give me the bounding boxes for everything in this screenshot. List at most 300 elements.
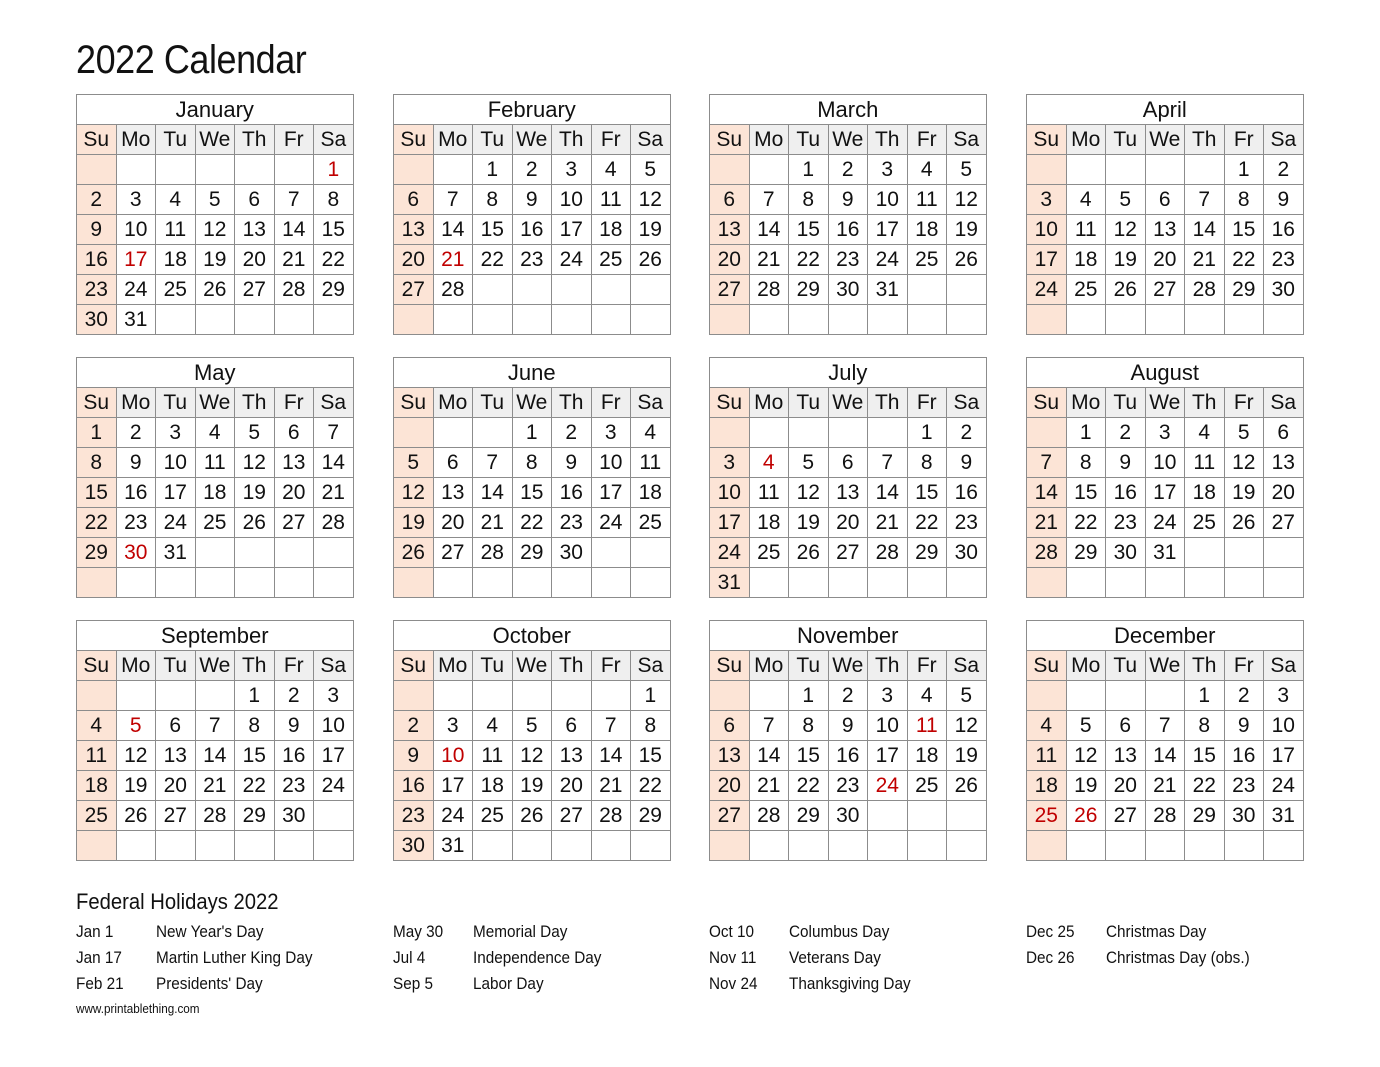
- empty-cell: [195, 538, 235, 568]
- day-cell: 22: [1224, 245, 1264, 275]
- empty-cell: [433, 155, 473, 185]
- empty-cell: [1027, 418, 1067, 448]
- empty-cell: [1264, 831, 1304, 861]
- day-cell: 22: [314, 245, 354, 275]
- day-cell: 15: [789, 215, 829, 245]
- day-cell: 17: [1027, 245, 1067, 275]
- day-cell: 9: [394, 741, 434, 771]
- day-cell: 25: [631, 508, 671, 538]
- day-cell: 12: [116, 741, 156, 771]
- month-name: November: [710, 621, 987, 651]
- day-cell: 27: [1106, 801, 1146, 831]
- weekday-label: Fr: [907, 651, 947, 681]
- weekday-label: Sa: [314, 125, 354, 155]
- day-cell: 10: [116, 215, 156, 245]
- holiday-date: Nov 24: [709, 974, 758, 993]
- empty-cell: [1066, 568, 1106, 598]
- day-cell: 15: [631, 741, 671, 771]
- day-cell: 14: [749, 741, 789, 771]
- day-cell: 2: [1106, 418, 1146, 448]
- day-cell: 28: [1185, 275, 1225, 305]
- day-cell: 19: [1106, 245, 1146, 275]
- weekday-label: Tu: [473, 388, 513, 418]
- day-cell: 5: [631, 155, 671, 185]
- day-cell: 5: [512, 711, 552, 741]
- empty-cell: [868, 801, 908, 831]
- day-cell: 25: [907, 771, 947, 801]
- day-cell: 1: [512, 418, 552, 448]
- empty-cell: [195, 831, 235, 861]
- day-cell: 22: [235, 771, 275, 801]
- empty-cell: [473, 831, 513, 861]
- day-cell: 26: [1066, 801, 1106, 831]
- day-cell: 23: [116, 508, 156, 538]
- empty-cell: [591, 681, 631, 711]
- empty-cell: [473, 418, 513, 448]
- day-cell: 29: [512, 538, 552, 568]
- day-cell: 19: [116, 771, 156, 801]
- day-cell: 2: [552, 418, 592, 448]
- empty-cell: [789, 305, 829, 335]
- day-cell: 8: [473, 185, 513, 215]
- day-cell: 17: [1264, 741, 1304, 771]
- weekday-label: We: [512, 125, 552, 155]
- day-cell: 3: [1145, 418, 1185, 448]
- weekday-label: Th: [235, 651, 275, 681]
- day-cell: 12: [631, 185, 671, 215]
- day-cell: 30: [1106, 538, 1146, 568]
- holiday-name: Martin Luther King Day: [156, 948, 313, 967]
- day-cell: 1: [314, 155, 354, 185]
- day-cell: 1: [473, 155, 513, 185]
- empty-cell: [473, 275, 513, 305]
- day-cell: 10: [868, 185, 908, 215]
- day-cell: 12: [235, 448, 275, 478]
- weekday-label: Su: [1027, 651, 1067, 681]
- empty-cell: [235, 305, 275, 335]
- empty-cell: [1027, 155, 1067, 185]
- day-cell: 19: [1224, 478, 1264, 508]
- day-cell: 13: [394, 215, 434, 245]
- day-cell: 21: [749, 245, 789, 275]
- holidays-title: Federal Holidays 2022: [76, 889, 279, 914]
- day-cell: 21: [314, 478, 354, 508]
- empty-cell: [868, 418, 908, 448]
- day-cell: 8: [789, 185, 829, 215]
- day-cell: 30: [947, 538, 987, 568]
- empty-cell: [552, 305, 592, 335]
- day-cell: 27: [433, 538, 473, 568]
- day-cell: 7: [868, 448, 908, 478]
- day-cell: 4: [631, 418, 671, 448]
- month-december: [1026, 620, 1304, 861]
- empty-cell: [947, 801, 987, 831]
- day-cell: 16: [552, 478, 592, 508]
- day-cell: 23: [552, 508, 592, 538]
- day-cell: 1: [235, 681, 275, 711]
- day-cell: 15: [1185, 741, 1225, 771]
- weekday-label: Mo: [1066, 651, 1106, 681]
- day-cell: 26: [512, 801, 552, 831]
- empty-cell: [1145, 155, 1185, 185]
- day-cell: 24: [591, 508, 631, 538]
- day-cell: 13: [433, 478, 473, 508]
- weekday-label: Fr: [591, 388, 631, 418]
- empty-cell: [195, 155, 235, 185]
- day-cell: 16: [828, 741, 868, 771]
- day-cell: 24: [710, 538, 750, 568]
- day-cell: 28: [314, 508, 354, 538]
- empty-cell: [1027, 681, 1067, 711]
- day-cell: 3: [552, 155, 592, 185]
- day-cell: 21: [591, 771, 631, 801]
- weekday-label: Sa: [947, 125, 987, 155]
- weekday-label: Tu: [1106, 651, 1146, 681]
- empty-cell: [1066, 681, 1106, 711]
- day-cell: 29: [1185, 801, 1225, 831]
- day-cell: 10: [710, 478, 750, 508]
- empty-cell: [1145, 305, 1185, 335]
- day-cell: 12: [512, 741, 552, 771]
- weekday-label: Mo: [116, 651, 156, 681]
- weekday-label: Su: [77, 388, 117, 418]
- day-cell: 16: [116, 478, 156, 508]
- day-cell: 13: [1264, 448, 1304, 478]
- weekday-label: Tu: [156, 125, 196, 155]
- day-cell: 13: [552, 741, 592, 771]
- weekday-label: Tu: [473, 125, 513, 155]
- empty-cell: [947, 305, 987, 335]
- day-cell: 7: [1185, 185, 1225, 215]
- day-cell: 13: [1106, 741, 1146, 771]
- day-cell: 7: [1145, 711, 1185, 741]
- empty-cell: [710, 418, 750, 448]
- empty-cell: [77, 681, 117, 711]
- month-name: January: [77, 95, 354, 125]
- holiday-date: Sep 5: [393, 974, 433, 993]
- day-cell: 4: [77, 711, 117, 741]
- empty-cell: [749, 305, 789, 335]
- empty-cell: [156, 568, 196, 598]
- holiday-date: Feb 21: [76, 974, 124, 993]
- day-cell: 7: [591, 711, 631, 741]
- day-cell: 25: [195, 508, 235, 538]
- day-cell: 4: [1066, 185, 1106, 215]
- day-cell: 26: [235, 508, 275, 538]
- day-cell: 10: [868, 711, 908, 741]
- day-cell: 15: [512, 478, 552, 508]
- day-cell: 1: [1185, 681, 1225, 711]
- weekday-label: We: [1145, 388, 1185, 418]
- holiday-name: Labor Day: [473, 974, 544, 993]
- month-october: [393, 620, 671, 861]
- weekday-label: Th: [868, 388, 908, 418]
- day-cell: 28: [749, 275, 789, 305]
- day-cell: 6: [1106, 711, 1146, 741]
- empty-cell: [868, 568, 908, 598]
- day-cell: 12: [394, 478, 434, 508]
- day-cell: 30: [1224, 801, 1264, 831]
- empty-cell: [907, 305, 947, 335]
- day-cell: 17: [314, 741, 354, 771]
- empty-cell: [591, 305, 631, 335]
- day-cell: 24: [552, 245, 592, 275]
- day-cell: 27: [235, 275, 275, 305]
- day-cell: 30: [394, 831, 434, 861]
- empty-cell: [631, 275, 671, 305]
- day-cell: 24: [433, 801, 473, 831]
- day-cell: 20: [394, 245, 434, 275]
- empty-cell: [552, 568, 592, 598]
- holiday-date: Nov 11: [709, 948, 757, 967]
- empty-cell: [1185, 568, 1225, 598]
- day-cell: 10: [591, 448, 631, 478]
- day-cell: 5: [235, 418, 275, 448]
- weekday-label: Su: [77, 651, 117, 681]
- day-cell: 4: [1185, 418, 1225, 448]
- day-cell: 14: [314, 448, 354, 478]
- day-cell: 20: [235, 245, 275, 275]
- day-cell: 12: [1106, 215, 1146, 245]
- empty-cell: [947, 831, 987, 861]
- empty-cell: [473, 681, 513, 711]
- empty-cell: [1066, 831, 1106, 861]
- website-url: www.printablething.com: [76, 1001, 200, 1016]
- day-cell: 25: [749, 538, 789, 568]
- day-cell: 30: [274, 801, 314, 831]
- holiday-date: Jan 17: [76, 948, 122, 967]
- day-cell: 14: [1145, 741, 1185, 771]
- day-cell: 26: [947, 771, 987, 801]
- day-cell: 13: [235, 215, 275, 245]
- day-cell: 11: [1027, 741, 1067, 771]
- empty-cell: [394, 568, 434, 598]
- day-cell: 27: [828, 538, 868, 568]
- day-cell: 2: [116, 418, 156, 448]
- holiday-date: May 30: [393, 922, 444, 941]
- day-cell: 13: [274, 448, 314, 478]
- day-cell: 15: [789, 741, 829, 771]
- day-cell: 13: [828, 478, 868, 508]
- empty-cell: [314, 831, 354, 861]
- weekday-label: Mo: [116, 125, 156, 155]
- day-cell: 27: [274, 508, 314, 538]
- weekday-label: Th: [868, 651, 908, 681]
- empty-cell: [274, 568, 314, 598]
- day-cell: 4: [907, 681, 947, 711]
- day-cell: 3: [156, 418, 196, 448]
- day-cell: 13: [710, 215, 750, 245]
- month-name: August: [1027, 358, 1304, 388]
- day-cell: 26: [789, 538, 829, 568]
- day-cell: 30: [828, 801, 868, 831]
- day-cell: 22: [512, 508, 552, 538]
- day-cell: 27: [552, 801, 592, 831]
- day-cell: 17: [156, 478, 196, 508]
- day-cell: 28: [749, 801, 789, 831]
- day-cell: 3: [314, 681, 354, 711]
- day-cell: 22: [473, 245, 513, 275]
- day-cell: 13: [1145, 215, 1185, 245]
- day-cell: 2: [274, 681, 314, 711]
- weekday-label: Su: [394, 651, 434, 681]
- day-cell: 18: [591, 215, 631, 245]
- day-cell: 17: [710, 508, 750, 538]
- weekday-label: Mo: [749, 125, 789, 155]
- day-cell: 17: [1145, 478, 1185, 508]
- empty-cell: [274, 305, 314, 335]
- day-cell: 4: [473, 711, 513, 741]
- empty-cell: [552, 831, 592, 861]
- weekday-label: Sa: [314, 651, 354, 681]
- day-cell: 24: [1264, 771, 1304, 801]
- weekday-label: Th: [235, 388, 275, 418]
- day-cell: 17: [591, 478, 631, 508]
- day-cell: 28: [433, 275, 473, 305]
- day-cell: 29: [235, 801, 275, 831]
- weekday-label: We: [1145, 651, 1185, 681]
- day-cell: 16: [512, 215, 552, 245]
- day-cell: 25: [907, 245, 947, 275]
- day-cell: 14: [473, 478, 513, 508]
- weekday-label: Fr: [274, 125, 314, 155]
- day-cell: 4: [749, 448, 789, 478]
- day-cell: 12: [1066, 741, 1106, 771]
- empty-cell: [1185, 538, 1225, 568]
- empty-cell: [394, 418, 434, 448]
- day-cell: 10: [1145, 448, 1185, 478]
- weekday-label: We: [828, 125, 868, 155]
- empty-cell: [828, 568, 868, 598]
- month-february: [393, 94, 671, 335]
- month-january: [76, 94, 354, 335]
- day-cell: 6: [828, 448, 868, 478]
- month-name: March: [710, 95, 987, 125]
- empty-cell: [1027, 305, 1067, 335]
- day-cell: 6: [552, 711, 592, 741]
- empty-cell: [473, 568, 513, 598]
- weekday-label: Th: [552, 388, 592, 418]
- empty-cell: [552, 681, 592, 711]
- day-cell: 26: [116, 801, 156, 831]
- day-cell: 19: [235, 478, 275, 508]
- day-cell: 23: [274, 771, 314, 801]
- weekday-label: Fr: [274, 388, 314, 418]
- day-cell: 12: [789, 478, 829, 508]
- day-cell: 15: [1224, 215, 1264, 245]
- day-cell: 25: [591, 245, 631, 275]
- empty-cell: [274, 538, 314, 568]
- day-cell: 24: [314, 771, 354, 801]
- month-name: September: [77, 621, 354, 651]
- holiday-name: New Year's Day: [156, 922, 264, 941]
- weekday-label: Sa: [1264, 125, 1304, 155]
- day-cell: 11: [195, 448, 235, 478]
- day-cell: 29: [1066, 538, 1106, 568]
- empty-cell: [116, 831, 156, 861]
- weekday-label: Fr: [1224, 125, 1264, 155]
- holiday-date: Dec 26: [1026, 948, 1075, 967]
- day-cell: 23: [1224, 771, 1264, 801]
- day-cell: 8: [77, 448, 117, 478]
- day-cell: 15: [473, 215, 513, 245]
- day-cell: 6: [710, 185, 750, 215]
- empty-cell: [789, 418, 829, 448]
- day-cell: 3: [868, 155, 908, 185]
- empty-cell: [1106, 305, 1146, 335]
- weekday-label: We: [828, 651, 868, 681]
- day-cell: 15: [77, 478, 117, 508]
- day-cell: 31: [156, 538, 196, 568]
- day-cell: 30: [552, 538, 592, 568]
- day-cell: 18: [77, 771, 117, 801]
- day-cell: 3: [116, 185, 156, 215]
- day-cell: 26: [947, 245, 987, 275]
- day-cell: 21: [1185, 245, 1225, 275]
- day-cell: 22: [1066, 508, 1106, 538]
- empty-cell: [314, 568, 354, 598]
- empty-cell: [116, 681, 156, 711]
- day-cell: 19: [1066, 771, 1106, 801]
- day-cell: 6: [156, 711, 196, 741]
- day-cell: 2: [828, 681, 868, 711]
- day-cell: 29: [789, 801, 829, 831]
- empty-cell: [433, 681, 473, 711]
- empty-cell: [947, 568, 987, 598]
- month-may: [76, 357, 354, 598]
- empty-cell: [156, 305, 196, 335]
- day-cell: 25: [77, 801, 117, 831]
- day-cell: 7: [195, 711, 235, 741]
- day-cell: 1: [907, 418, 947, 448]
- day-cell: 23: [512, 245, 552, 275]
- month-name: February: [394, 95, 671, 125]
- day-cell: 9: [1264, 185, 1304, 215]
- day-cell: 23: [77, 275, 117, 305]
- day-cell: 20: [552, 771, 592, 801]
- day-cell: 29: [77, 538, 117, 568]
- weekday-label: Su: [394, 388, 434, 418]
- weekday-label: Tu: [1106, 388, 1146, 418]
- weekday-label: We: [1145, 125, 1185, 155]
- empty-cell: [828, 305, 868, 335]
- day-cell: 19: [394, 508, 434, 538]
- day-cell: 11: [1066, 215, 1106, 245]
- weekday-label: Sa: [631, 388, 671, 418]
- day-cell: 19: [512, 771, 552, 801]
- empty-cell: [591, 568, 631, 598]
- weekday-label: Tu: [156, 388, 196, 418]
- weekday-label: Fr: [907, 388, 947, 418]
- weekday-label: Sa: [947, 388, 987, 418]
- empty-cell: [591, 538, 631, 568]
- weekday-label: We: [512, 388, 552, 418]
- day-cell: 27: [710, 801, 750, 831]
- empty-cell: [1066, 155, 1106, 185]
- day-cell: 7: [274, 185, 314, 215]
- empty-cell: [947, 275, 987, 305]
- weekday-label: Fr: [591, 125, 631, 155]
- day-cell: 20: [1264, 478, 1304, 508]
- empty-cell: [394, 305, 434, 335]
- weekday-label: Su: [394, 125, 434, 155]
- day-cell: 3: [591, 418, 631, 448]
- day-cell: 17: [552, 215, 592, 245]
- empty-cell: [710, 831, 750, 861]
- empty-cell: [552, 275, 592, 305]
- day-cell: 6: [274, 418, 314, 448]
- empty-cell: [235, 538, 275, 568]
